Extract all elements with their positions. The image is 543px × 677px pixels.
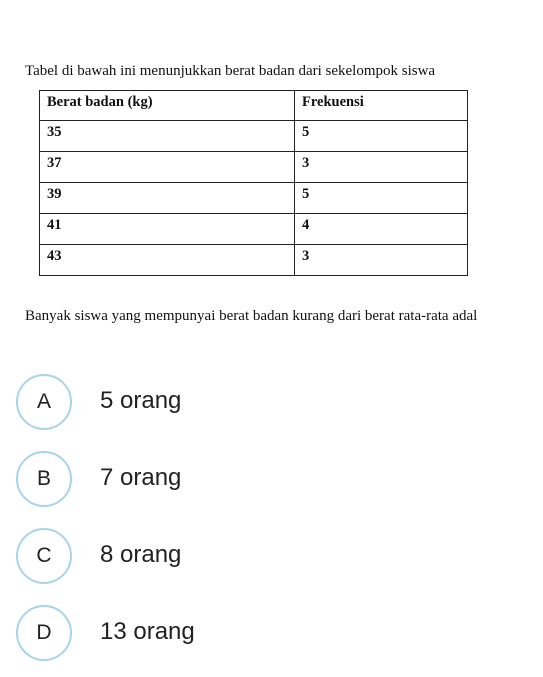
header-frequency: Frekuensi (295, 91, 468, 121)
cell-weight: 37 (40, 152, 295, 183)
table-row (40, 183, 468, 214)
table-row (40, 121, 468, 152)
cell-weight: 39 (40, 183, 295, 214)
table-header-row (40, 91, 468, 121)
option-a-text: 5 orang (100, 387, 182, 414)
option-d-letter: D (16, 605, 72, 661)
cell-weight: 43 (40, 245, 295, 276)
question-text: Banyak siswa yang mempunyai berat badan kurang dari berat rata-rata adal (25, 308, 478, 324)
cell-frequency: 3 (295, 245, 468, 276)
weight-frequency-table (39, 90, 468, 276)
option-b[interactable] (16, 451, 416, 507)
cell-frequency: 3 (295, 152, 468, 183)
option-b-text: 7 orang (100, 464, 182, 491)
option-a[interactable] (16, 374, 416, 430)
option-d-text: 13 orang (100, 618, 195, 645)
cell-weight: 41 (40, 214, 295, 245)
option-b-letter: B (16, 451, 72, 507)
header-weight: Berat badan (kg) (40, 91, 295, 121)
cell-frequency: 4 (295, 214, 468, 245)
option-c-letter: C (16, 528, 72, 584)
option-a-letter: A (16, 374, 72, 430)
option-c-text: 8 orang (100, 541, 182, 568)
intro-text: Tabel di bawah ini menunjukkan berat badan dari sekelompok siswa (25, 63, 436, 79)
cell-frequency: 5 (295, 121, 468, 152)
option-c[interactable] (16, 528, 416, 584)
table-row (40, 214, 468, 245)
option-d[interactable] (16, 605, 416, 661)
table-row (40, 245, 468, 276)
cell-frequency: 5 (295, 183, 468, 214)
table-row (40, 152, 468, 183)
cell-weight: 35 (40, 121, 295, 152)
